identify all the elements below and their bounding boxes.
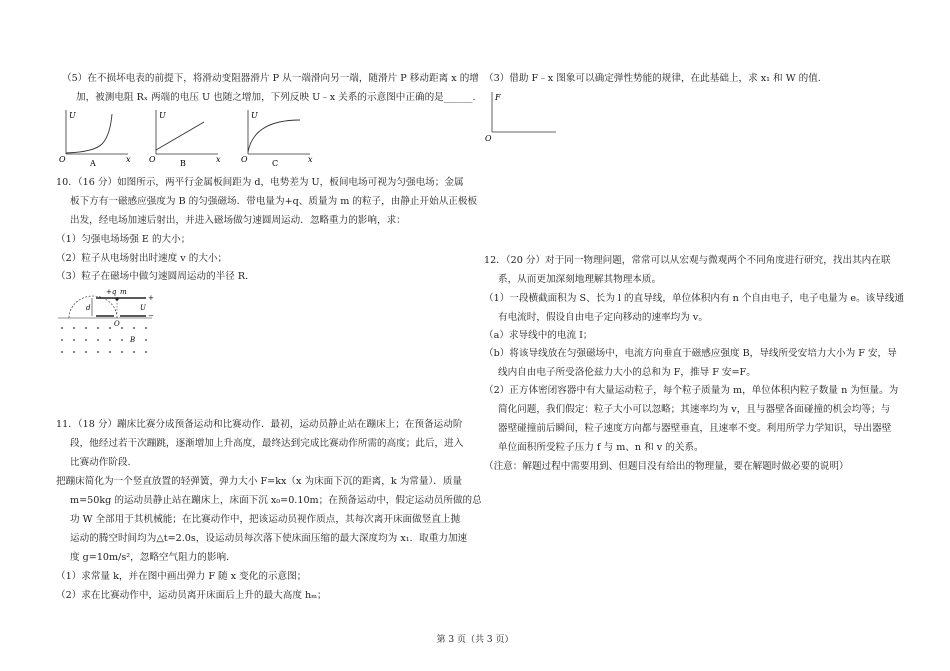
q11-line5: m=50kg 的运动员静止站在蹦床上，床面下沉 x₀=0.10m；在预备运动中，假定运动员所做的总	[70, 495, 482, 506]
fx-graph-origin: O	[485, 134, 492, 143]
q5-graphs	[56, 106, 326, 168]
graph-b-xlabel: x	[216, 155, 221, 164]
graph-c-ylabel: U	[251, 111, 258, 120]
q10-line3: 出发，经电场加速后射出，并进入磁场做匀速圆周运动．忽略重力的影响，求：	[70, 215, 406, 226]
graph-a-label: A	[90, 159, 96, 168]
q11-sub2: （2）求在比赛动作中，运动员离开床面后上升的最大高度 hₘ；	[56, 590, 327, 601]
q12-pb1: （b）将该导线放在匀强磁场中，电流方向垂直于磁感应强度 B，导线所受安培力大小为 F 安，导	[484, 348, 897, 359]
q12-p1a: （1）一段横截面积为 S、长为 l 的直导线，单位体积内有 n 个自由电子，电子电量为 e。该导线通	[484, 293, 905, 304]
graph-c-origin: O	[241, 155, 248, 164]
q12-line2: 系，从而更加深刻地理解其物理本质。	[498, 274, 662, 285]
q10-sub2: （2）粒子从电场射出时速度 v 的大小；	[56, 253, 228, 264]
fig-minus-sign: −	[148, 312, 154, 320]
graph-a-origin: O	[59, 155, 66, 164]
q11-sub1: （1）求常量 k，并在图中画出弹力 F 随 x 变化的示意图；	[56, 571, 307, 582]
q10-figure	[56, 286, 156, 362]
graph-a-ylabel: U	[69, 111, 76, 120]
q10-line1: 10．（16 分）如图所示，两平行金属板间距为 d，电势差为 U，板间电场可视为匀强电场；金属	[56, 177, 464, 188]
q11-line4: 把蹦床简化为一个竖直放置的轻弹簧，弹力大小 F=kx（x 为床面下沉的距离，k 为常量）．质量	[56, 476, 463, 487]
graph-c-label: C	[272, 159, 279, 168]
q10-sub1: （1）匀强电场场强 E 的大小；	[56, 234, 191, 245]
fx-graph-ylabel: F	[495, 93, 501, 102]
q12-p2c: 器壁碰撞前后瞬间，粒子速度方向都与器壁垂直，且速率不变。利用所学力学知识，导出器壁	[498, 423, 892, 434]
q12-line1: 12．（20 分）对于同一物理问题，常常可以从宏观与微观两个不同角度进行研究，找出其内在联	[484, 255, 891, 266]
fig-o-label: O	[114, 320, 120, 328]
q12-pa: （a）求导线中的电流 I；	[484, 330, 593, 341]
q11-sub3: （3）借助 F﹣x 图象可以确定弹性势能的规律，在此基础上，求 x₁ 和 W 的值.	[484, 73, 821, 84]
graph-b-ylabel: U	[159, 111, 166, 120]
q12-note: （注意：解题过程中需要用到、但题目没有给出的物理量，要在解题时做必要的说明）	[484, 461, 849, 472]
q12-p2d: 单位面积所受粒子压力 f 与 m、n 和 v 的关系。	[498, 442, 704, 453]
graph-c-xlabel: x	[308, 155, 313, 164]
q11-line3: 比赛动作阶段.	[70, 457, 131, 468]
q11-line7: 运动的腾空时间均为△t=2.0s，设运动员每次落下使床面压缩的最大深度均为 x₁．取重力加速	[70, 533, 468, 544]
fig-b-label: B	[130, 336, 136, 344]
q11-line8: 度 g=10m/s²，忽略空气阻力的影响．	[70, 552, 236, 563]
q5-line1: （5）在不损坏电表的前提下，将滑动变阻器滑片 P 从一端滑向另一端，随滑片 P 移动距离 x 的增	[62, 73, 479, 84]
q11-line6: 功 W 全部用于其机械能；在比赛动作中，把该运动员视作质点，其每次离开床面做竖直上抛	[70, 514, 461, 525]
q5-line2: 加，被测电阻 Rₓ 两端的电压 U 也随之增加，下列反映 U﹣x 关系的示意图中正确的是______.	[76, 92, 476, 103]
fig-mass-label: m	[120, 288, 127, 296]
q12-p1b: 有电流时，假设自由电子定向移动的速率均为 v。	[498, 312, 708, 323]
q11-line2: 段，他经过若干次蹦跳，逐渐增加上升高度，最终达到完成比赛动作所需的高度；此后，进入	[70, 438, 464, 449]
page-footer: 第 3 页（共 3 页）	[436, 635, 514, 645]
q10-sub3: （3）粒子在磁场中做匀速圆周运动的半径 R．	[56, 271, 255, 282]
fig-u-label: U	[140, 304, 146, 312]
fig-charge-label: +q	[106, 288, 117, 296]
q12-p2b: 简化问题，我们假定：粒子大小可以忽略；其速率均为 v，且与器壁各面碰撞的机会均等；与	[498, 404, 891, 415]
graph-b-label: B	[180, 159, 186, 168]
q10-line2: 板下方有一磁感应强度为 B 的匀强磁场．带电量为+q、质量为 m 的粒子，由静止开始从正极板	[70, 196, 478, 207]
graph-a-xlabel: x	[126, 155, 131, 164]
fx-graph	[484, 88, 564, 144]
graph-c	[241, 110, 313, 168]
q12-p2a: （2）正方体密闭容器中有大量运动粒子，每个粒子质量为 m，单位体积内粒子数量 n 为恒量。为	[484, 385, 899, 396]
graph-b-origin: O	[149, 155, 156, 164]
graph-a	[59, 110, 131, 168]
fig-plus-sign: +	[148, 294, 154, 302]
fig-d-label: d	[86, 304, 91, 312]
q11-line1: 11．（18 分）蹦床比赛分成预备运动和比赛动作．最初，运动员静止站在蹦床上；在预备运动阶	[56, 419, 463, 430]
graph-b	[149, 110, 221, 168]
q12-pb2: 线内自由电子所受洛伦兹力大小的总和为 F，推导 F 安=F。	[498, 367, 756, 378]
